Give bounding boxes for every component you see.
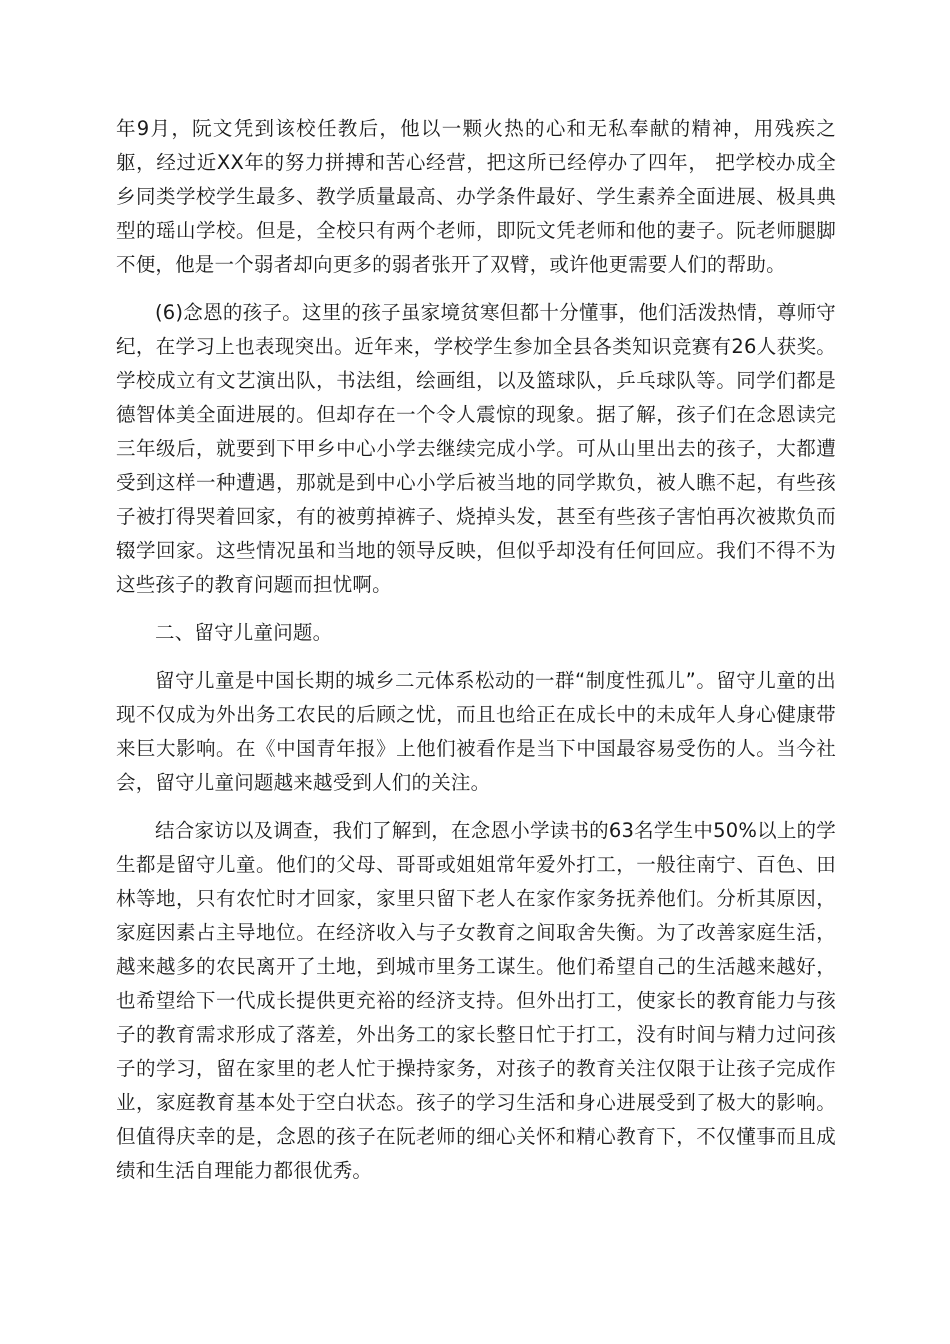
paragraph-left-behind-intro: 留守儿童是中国长期的城乡二元体系松动的一群“制度性孤儿”。留守儿童的出现不仅成为外出务工农民的后顾之忧，而且也给正在成长中的未成年人身心健康带来巨大影响。在《中国青年报》上他们被看作是当下中国最容易受伤的人。当今社会，留守儿童问题越来越受到人们的关注。: [116, 669, 836, 794]
document-body: [116, 112, 836, 1188]
paragraph-continuation: 年9月，阮文凭到该校任教后，他以一颗火热的心和无私奉献的精神，用残疾之躯，经过近XX年的努力拼搏和苦心经营，把这所已经停办了四年， 把学校办成全乡同类学校学生最多、教学质量最高、办学条件最好、学生素养全面进展、极具典型的瑶山学校。但是，全校只有两个老师，即阮文凭老师和他的妻子。阮老师腿脚不便，他是一个弱者却向更多的弱者张开了双臂，或许他更需要人们的帮助。: [116, 117, 836, 276]
paragraph-grateful-children: (6)念恩的孩子。这里的孩子虽家境贫寒但都十分懂事，他们活泼热情，尊师守纪，在学习上也表现突出。近年来，学校学生参加全县各类知识竞赛有26人获奖。学校成立有文艺演出队，书法组，绘画组，以及篮球队，乒乓球队等。同学们都是德智体美全面进展的。但却存在一个令人震惊的现象。据了解，孩子们在念恩读完三年级后，就要到下甲乡中心小学去继续完成小学。可从山里出去的孩子，大都遭受到这样一种遭遇，那就是到中心小学后被当地的同学欺负，被人瞧不起，有些孩子被打得哭着回家，有的被剪掉裤子、烧掉头发，甚至有些孩子害怕再次被欺负而辍学回家。这些情况虽和当地的领导反映，但似乎却没有任何回应。我们不得不为这些孩子的教育问题而担忧啊。: [116, 301, 836, 596]
paragraph-survey-findings: 结合家访以及调查，我们了解到，在念恩小学读书的63名学生中50%以上的学生都是留守儿童。他们的父母、哥哥或姐姐常年爱外打工，一般往南宁、百色、田林等地，只有农忙时才回家，家里只留下老人在家作家务抚养他们。分析其原因，家庭因素占主导地位。在经济收入与子女教育之间取舍失衡。为了改善家庭生活，越来越多的农民离开了土地，到城市里务工谋生。他们希望自己的生活越来越好，也希望给下一代成长提供更充裕的经济支持。但外出打工，使家长的教育能力与孩子的教育需求形成了落差，外出务工的家长整日忙于打工，没有时间与精力过问孩子的学习，留在家里的老人忙于操持家务，对孩子的教育关注仅限于让孩子完成作业，家庭教育基本处于空白状态。孩子的学习生活和身心进展受到了极大的影响。但值得庆幸的是，念恩的孩子在阮老师的细心关怀和精心教育下，不仅懂事而且成绩和生活自理能力都很优秀。: [116, 819, 836, 1182]
section-heading: 二、留守儿童问题。: [155, 621, 333, 644]
